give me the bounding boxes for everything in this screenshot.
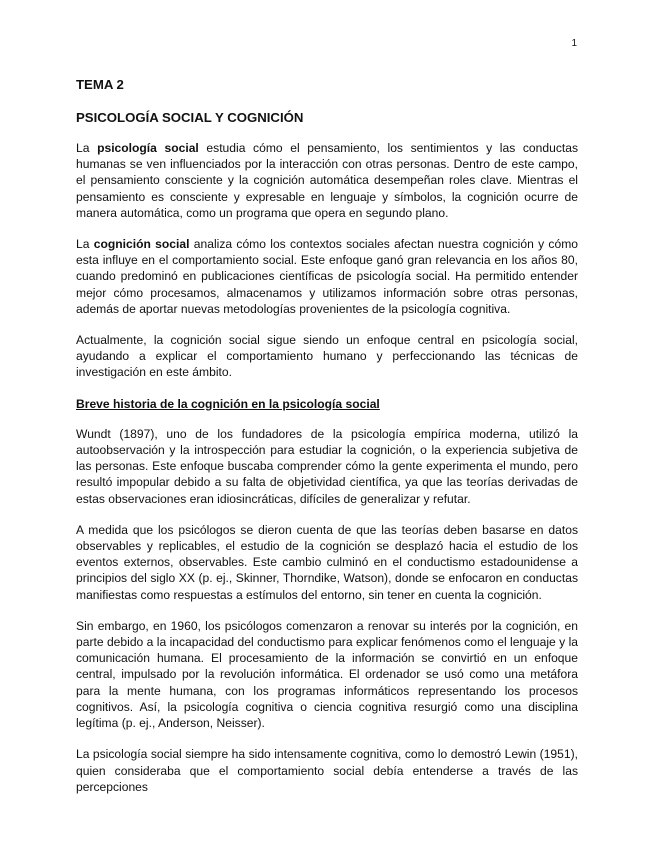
- term-psicologia-social: psicología social: [97, 141, 199, 155]
- paragraph-text: analiza cómo los contextos sociales afectan nuestra cognición y cómo esta influye en el comportamiento social. Este enfoque ganó gran relevancia en los años 80, cuando predominó en publicaciones científicas de psicología social. Ha permitido entender mejor cómo procesamos, almacenamos y utilizamos información sobre otras personas, además de aportar nuevas metodologías provenientes de la psicología cognitiva.: [76, 237, 579, 316]
- paragraph-behaviorism: A medida que los psicólogos se dieron cuenta de que las teorías deben basarse en datos observables y replicables, el estudio de la cognición se desplazó hacia el estudio de los eventos externos, observables. Este cambio culminó en el conductismo estadounidense a principios del siglo XX (p. ej., Skinner, Thorndike, Watson), donde se enfocaron en conductas manifiestas como respuestas a estímulos del entorno, sin tener en cuenta la cognición.: [76, 522, 578, 602]
- paragraph-lead: La: [76, 237, 94, 252]
- paragraph-text: estudia cómo el pensamiento, los sentimientos y las conductas humanas se ven influenciados por la interacción con otras personas. Dentro de este campo, el pensamiento consciente y la cognición automática desempeñan roles clave. Mientras el pensamiento es consciente y expresable en lenguaje y símbolos, la cognición ocurre de manera automática, como un programa que opera en segundo plano.: [76, 141, 578, 220]
- paragraph-lead: La: [76, 141, 98, 155]
- document-body: [76, 76, 578, 810]
- chapter-label: TEMA 2: [76, 77, 124, 92]
- paragraph-current-approach: Actualmente, la cognición social sigue siendo un enfoque central en psicología social, ayudando a explicar el comportamiento humano y perfeccionando las técnicas de investigación en este ámbito.: [76, 333, 578, 380]
- paragraph-wundt: Wundt (1897), uno de los fundadores de la psicología empírica moderna, utilizó la autoobservación y la introspección para estudiar la cognición, o la experiencia subjetiva de las personas. Este enfoque buscaba comprender cómo la gente experimenta el mundo, pero resultó impopular debido a su falta de objetividad científica, ya que las teorías derivadas de estas observaciones eran idiosincráticas, difíciles de generalizar y refutar.: [76, 426, 578, 506]
- paragraph-cognitive-revolution: Sin embargo, en 1960, los psicólogos comenzaron a renovar su interés por la cognición, en parte debido a la incapacidad del conductismo para explicar fenómenos como el lenguaje y la comunicación humana. El procesamiento de la información se convirtió en un enfoque central, impulsado por la revolución informática. El ordenador se usó como una metáfora para la mente humana, con los programas informáticos representando los procesos cognitivos. Así, la psicología cognitiva o ciencia cognitiva resurgió como una disciplina legítima (p. ej., Anderson, Neisser).: [76, 618, 578, 731]
- page-number: 1: [571, 38, 577, 49]
- paragraph-intro-social-psychology: [76, 140, 578, 221]
- paragraph-lewin: La psicología social siempre ha sido intensamente cognitiva, como lo demostró Lewin (1951), quien consideraba que el comportamiento social debía entenderse a través de las percepciones: [76, 747, 578, 794]
- term-cognicion-social: cognición social: [93, 237, 190, 252]
- document-title: PSICOLOGÍA SOCIAL Y COGNICIÓN: [76, 110, 304, 125]
- section-heading-history: Breve historia de la cognición en la psicología social: [76, 396, 380, 411]
- paragraph-social-cognition: [76, 236, 578, 317]
